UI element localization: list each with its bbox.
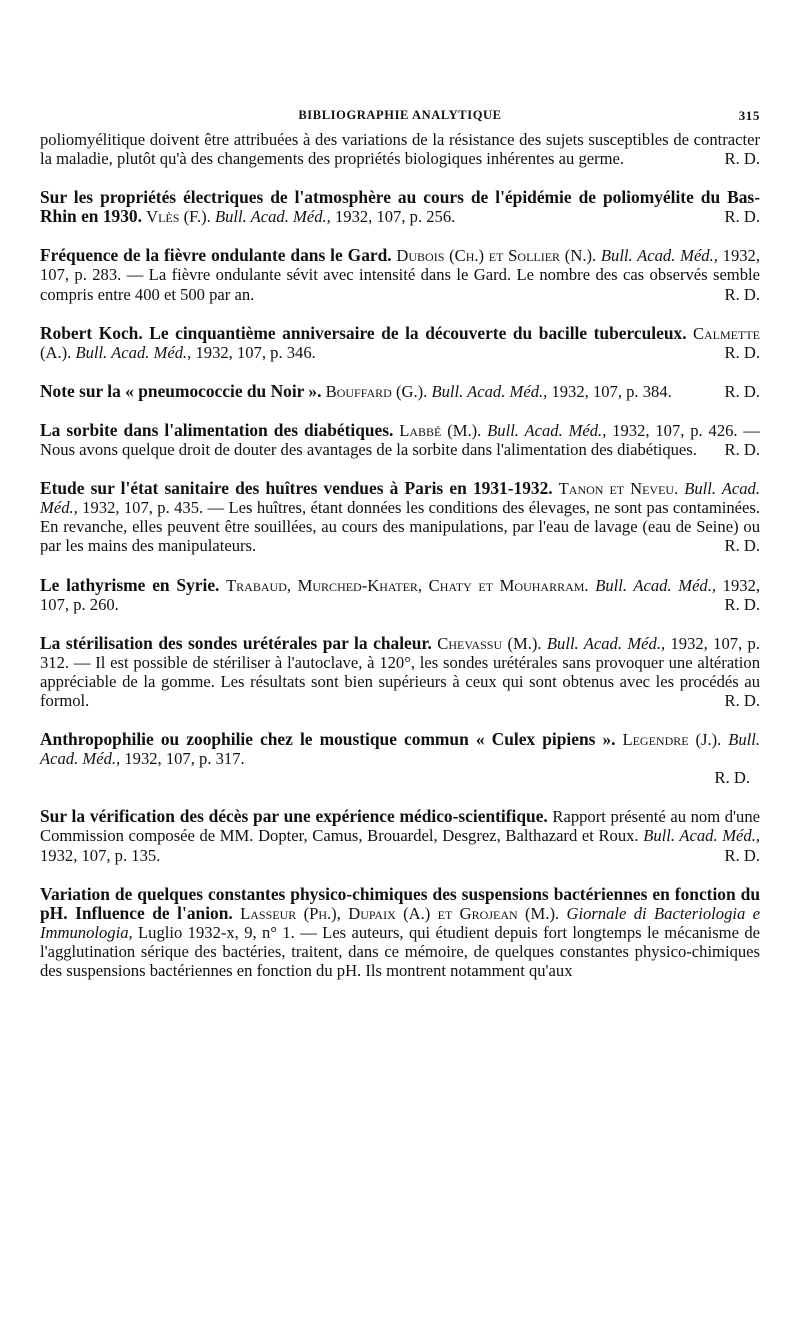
signature: R. D. [724, 381, 760, 401]
entry-source: Bull. Acad. Méd., [40, 479, 760, 518]
entry-source: Bull. Acad. Méd., [595, 575, 717, 595]
entry-summary: — Les auteurs, qui étudient depuis fort longtemps le mécanisme de l'agglutination sérique des bactéries, traitent, dans ce mémoire, de quelques constantes physico-chimiques des suspensions bactériennes en fonction du pH. Ils montrent notamment qu'aux [40, 922, 760, 980]
running-title: BIBLIOGRAPHIE ANALYTIQUE [298, 108, 502, 122]
entry-reference: Luglio 1932-x, 9, n° 1. [138, 922, 295, 942]
bibliography-entry [40, 885, 760, 980]
entry-author: Dubois (Ch.) et Sollier (N.). [396, 246, 597, 266]
entry-title: Le lathyrisme en Syrie. [40, 574, 220, 595]
entry-author: Legendre (J.). [622, 730, 722, 750]
entry-source: Bull. Acad. Méd., [600, 246, 718, 266]
bibliography-entry [40, 730, 760, 787]
entry-source: Bull. Acad. Méd., [40, 730, 760, 769]
entry-title: Fréquence de la fièvre ondulante dans le Gard. [40, 245, 392, 266]
entry-title: La sorbite dans l'alimentation des diabétiques. [40, 419, 394, 440]
entry-title: Anthropophilie ou zoophilie chez le moustique commun « Culex pipiens ». [40, 729, 616, 750]
entry-reference: 1932, 107, p. 317. [124, 749, 245, 769]
entry-author: Calmette (A.). [40, 323, 760, 362]
entry-source: Bull. Acad. Méd., [431, 381, 548, 401]
entry-summary: — Les huîtres, étant données les conditions des élevages, ne sont pas contaminées. En revanche, elles peuvent être souillées, au cours des manipulations, par l'eau de lavage (eau de Seine) ou par les mains des manipulateurs. [40, 498, 760, 556]
entry-summary: — Il est possible de stériliser à l'autoclave, à 120°, les sondes urétérales sans provoquer une altération appréciable de la gomme. Les résultats sont bien supérieurs à ceux qui sont obtenus avec les procédés au formol. [40, 652, 761, 710]
document-page [40, 104, 760, 980]
signature: R. D. [724, 690, 760, 710]
signature: R. D. [724, 284, 760, 304]
bibliography-entry [40, 188, 760, 226]
bibliography-entry [40, 634, 760, 710]
bibliography-entry [40, 382, 760, 401]
bibliography-entry [40, 576, 760, 614]
entry-source: Bull. Acad. Méd., [214, 207, 331, 227]
signature: R. D. [724, 594, 760, 614]
entry-source: Bull. Acad. Méd., [75, 342, 192, 362]
entry-reference: 1932, 107, p. 260. [40, 575, 761, 614]
signature: R. D. [714, 768, 750, 788]
bibliography-entry [40, 807, 760, 864]
entry-reference: 1932, 107, p. 384. [551, 381, 672, 401]
entry-source: Bull. Acad. Méd., [546, 633, 666, 653]
entry-author: Trabaud, Murched-Khater, Chaty et Mouharram. [226, 575, 589, 595]
entry-reference: 1932, 107, p. 312. [40, 633, 760, 672]
signature: R. D. [724, 536, 760, 556]
entry-reference: 1932, 107, p. 346. [195, 342, 316, 362]
entry-author: Bouffard (G.). [325, 381, 428, 401]
bibliography-entry [40, 246, 760, 303]
entry-source: Bull. Acad. Méd., [487, 420, 607, 440]
entry-title: Variation de quelques constantes physico-chimiques des suspensions bactériennes en fonction du pH. Influence de l'anion. [40, 883, 760, 923]
entry-reference: 1932, 107, p. 256. [334, 207, 456, 227]
entry-reference: 1932, 107, p. 135. [40, 845, 161, 865]
entry-author: Chevassu (M.). [437, 633, 542, 653]
entry-title: La stérilisation des sondes urétérales par la chaleur. [40, 632, 432, 653]
bibliography-entry [40, 421, 760, 459]
continuation-paragraph [40, 130, 760, 168]
entry-source: Giornale di Bacteriologia e Immunologia, [40, 903, 760, 942]
continuation-text: poliomyélitique doivent être attribuées à des variations de la résistance des sujets susceptibles de contracter la maladie, plutôt qu'à des changements des propriétés biologiques inhérentes au germe. [40, 130, 760, 169]
page-number: 315 [738, 108, 760, 123]
signature: R. D. [724, 440, 760, 460]
entry-reference: 1932, 107, p. 426. [612, 420, 738, 440]
entry-source: Bull. Acad. Méd., [643, 826, 760, 846]
entry-title: Sur la vérification des décès par une expérience médico-scientifique. [40, 806, 548, 827]
signature: R. D. [724, 845, 760, 865]
entry-title: Sur les propriétés électriques de l'atmosphère au cours de l'épidémie de poliomyélite du Bas-Rhin en 1930. [40, 187, 760, 227]
bibliography-entry [40, 324, 760, 362]
entry-title: Note sur la « pneumococcie du Noir ». [40, 380, 322, 401]
entry-summary: Rapport présenté au nom d'une Commission composée de MM. Dopter, Camus, Brouardel, Desgrez, Balthazard et Roux. [40, 807, 760, 846]
entry-author: Labbé (M.). [399, 420, 482, 440]
page-header [40, 104, 760, 130]
entry-author: Vlès (F.). [146, 207, 211, 227]
signature: R. D. [724, 149, 760, 169]
entry-author: Tanon et Neveu. [558, 479, 679, 499]
entry-reference: 1932, 107, p. 283. [40, 246, 760, 285]
entry-title: Etude sur l'état sanitaire des huîtres vendues à Paris en 1931-1932. [40, 478, 553, 499]
signature: R. D. [724, 342, 760, 362]
entry-summary: — La fièvre ondulante sévit avec intensité dans le Gard. Le nombre des cas observés semble compris entre 400 et 500 par an. [40, 265, 760, 304]
signature: R. D. [724, 207, 760, 227]
entry-title: Robert Koch. Le cinquantième anniversaire de la découverte du bacille tuberculeux. [40, 322, 687, 343]
entry-author: Lasseur (Ph.), Dupaix (A.) et Grojean (M.). [240, 903, 560, 923]
entry-summary: — Nous avons quelque droit de douter des avantages de la sorbite dans l'alimentation des diabétiques. [40, 420, 760, 460]
bibliography-entry [40, 479, 760, 555]
entry-reference: 1932, 107, p. 435. [82, 498, 204, 518]
